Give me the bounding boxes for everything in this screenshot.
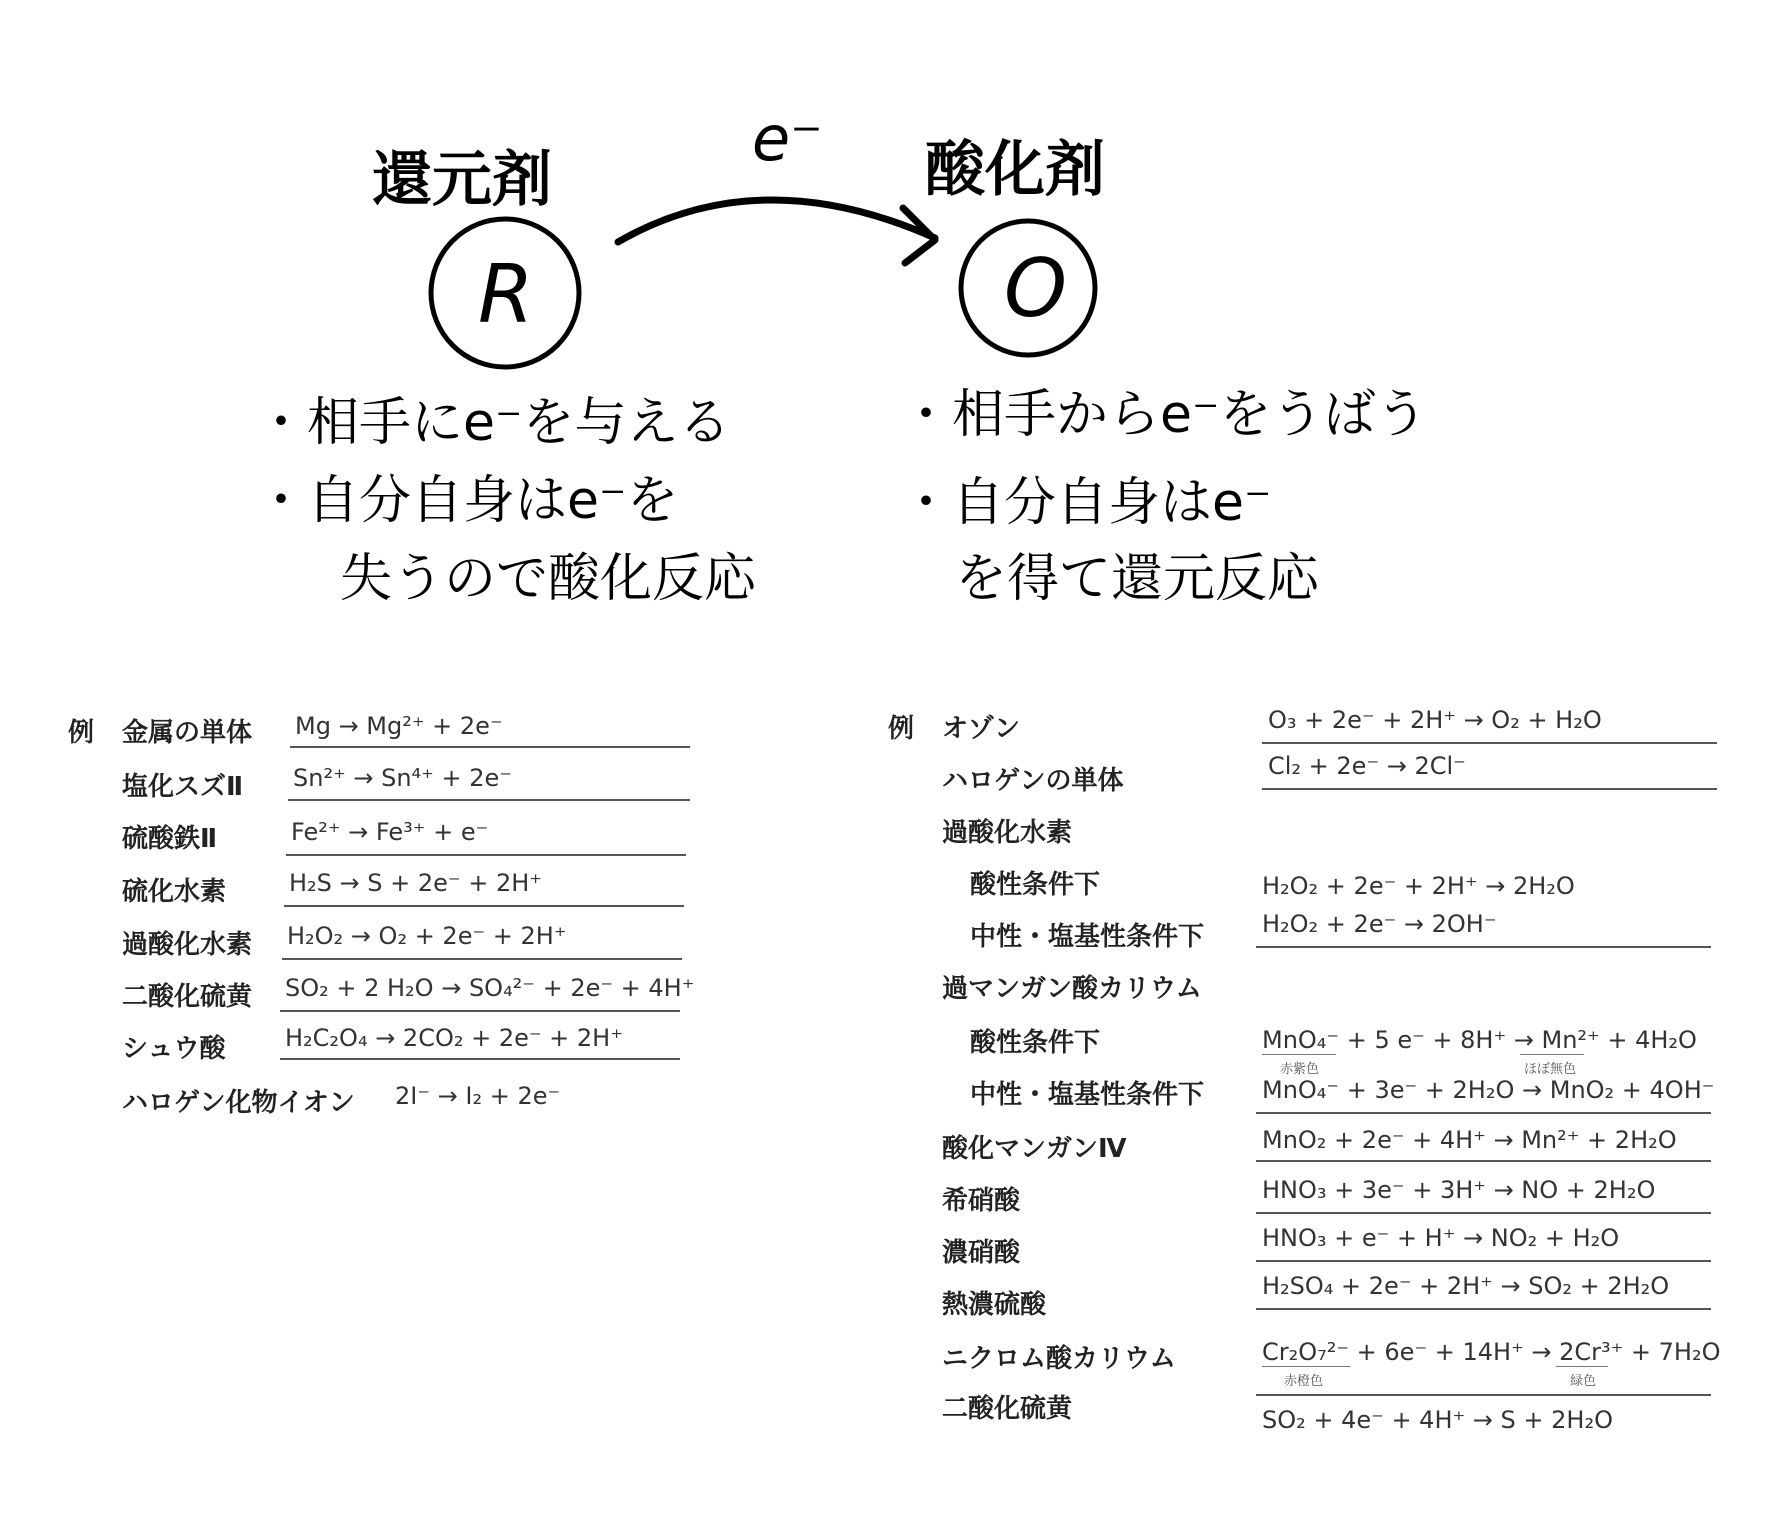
chromium-ion-underline bbox=[1556, 1366, 1608, 1367]
left-label-6: シュウ酸 bbox=[122, 1034, 226, 1064]
electron-transfer-arrow bbox=[618, 200, 935, 242]
right-eq-8: MnO₂ + 2e⁻ + 4H⁺ → Mn²⁺ + 2H₂O bbox=[1262, 1126, 1677, 1154]
right-eq-11: H₂SO₄ + 2e⁻ + 2H⁺ → SO₂ + 2H₂O bbox=[1262, 1272, 1670, 1300]
right-line-10 bbox=[1256, 1260, 1711, 1262]
left-eq-1: Sn²⁺ → Sn⁴⁺ + 2e⁻ bbox=[293, 764, 512, 792]
left-line-4 bbox=[282, 958, 682, 960]
right-label-0: オゾン bbox=[942, 714, 1021, 744]
left-eq-3: H₂S → S + 2e⁻ + 2H⁺ bbox=[289, 869, 542, 897]
left-line-5 bbox=[280, 1010, 680, 1012]
right-eq-1: Cl₂ + 2e⁻ → 2Cl⁻ bbox=[1268, 752, 1466, 780]
redox-diagram bbox=[0, 0, 1774, 680]
right-line-1 bbox=[1262, 788, 1717, 790]
right-label-6: 酸性条件下 bbox=[970, 1028, 1101, 1058]
reductant-note-3: 失うので酸化反応 bbox=[340, 549, 757, 609]
right-label-2: 過酸化水素 bbox=[942, 818, 1073, 848]
right-line-7 bbox=[1256, 1112, 1711, 1114]
left-eq-4: H₂O₂ → O₂ + 2e⁻ + 2H⁺ bbox=[287, 922, 567, 950]
right-eq-4: H₂O₂ + 2e⁻ → 2OH⁻ bbox=[1262, 910, 1497, 938]
electron-label: e⁻ bbox=[752, 102, 823, 175]
right-label-10: 濃硝酸 bbox=[942, 1238, 1021, 1268]
left-eq-2: Fe²⁺ → Fe³⁺ + e⁻ bbox=[291, 818, 489, 846]
oxidant-note-2: ・自分自身はe⁻ bbox=[900, 473, 1272, 533]
right-eq-12: Cr₂O₇²⁻ + 6e⁻ + 14H⁺ → 2Cr³⁺ + 7H₂O bbox=[1262, 1338, 1721, 1366]
manganese-ion-underline bbox=[1520, 1054, 1584, 1055]
right-eq-6: MnO₄⁻ + 5 e⁻ + 8H⁺ → Mn²⁺ + 4H₂O bbox=[1262, 1026, 1697, 1054]
left-line-2 bbox=[286, 854, 686, 856]
oxidant-note-1: ・相手からe⁻をうばう bbox=[900, 385, 1428, 445]
arrow-head bbox=[903, 208, 935, 263]
example-label-right: 例 bbox=[888, 714, 915, 744]
right-label-8: 酸化マンガンⅣ bbox=[942, 1134, 1127, 1164]
left-label-2: 硫酸鉄Ⅱ bbox=[122, 824, 218, 854]
dichromate-underline bbox=[1262, 1366, 1350, 1367]
reductant-note-1: ・相手にe⁻を与える bbox=[255, 393, 731, 453]
oxidant-symbol: O bbox=[1004, 242, 1067, 335]
right-eq-0: O₃ + 2e⁻ + 2H⁺ → O₂ + H₂O bbox=[1268, 706, 1602, 734]
right-label-13: 二酸化硫黄 bbox=[942, 1394, 1073, 1424]
right-label-11: 熱濃硫酸 bbox=[942, 1290, 1047, 1320]
left-label-1: 塩化スズⅡ bbox=[122, 772, 244, 802]
right-line-4 bbox=[1256, 946, 1711, 948]
reductant-note-2: ・自分自身はe⁻を bbox=[255, 471, 679, 531]
right-eq-10: HNO₃ + e⁻ + H⁺ → NO₂ + H₂O bbox=[1262, 1224, 1620, 1252]
right-label-4: 中性・塩基性条件下 bbox=[970, 922, 1205, 952]
left-line-6 bbox=[280, 1058, 680, 1060]
right-label-9: 希硝酸 bbox=[942, 1186, 1021, 1216]
left-eq-6: H₂C₂O₄ → 2CO₂ + 2e⁻ + 2H⁺ bbox=[285, 1024, 623, 1052]
chromium-ion-color-note: 緑色 bbox=[1570, 1374, 1597, 1389]
left-label-3: 硫化水素 bbox=[122, 877, 227, 907]
reductant-title: 還元剤 bbox=[372, 145, 552, 215]
left-label-5: 二酸化硫黄 bbox=[122, 982, 253, 1012]
oxidant-title: 酸化剤 bbox=[925, 135, 1105, 205]
right-eq-13: SO₂ + 4e⁻ + 4H⁺ → S + 2H₂O bbox=[1262, 1406, 1613, 1434]
dichromate-color-note: 赤橙色 bbox=[1284, 1374, 1324, 1389]
left-eq-5: SO₂ + 2 H₂O → SO₄²⁻ + 2e⁻ + 4H⁺ bbox=[285, 974, 695, 1002]
right-label-3: 酸性条件下 bbox=[970, 870, 1101, 900]
manganese-ion-color-note: ほぼ無色 bbox=[1524, 1062, 1577, 1077]
right-line-11 bbox=[1256, 1308, 1711, 1310]
right-label-12: ニクロム酸カリウム bbox=[942, 1344, 1176, 1374]
left-label-4: 過酸化水素 bbox=[122, 930, 253, 960]
right-line-9 bbox=[1256, 1212, 1711, 1214]
left-label-0: 金属の単体 bbox=[122, 718, 253, 748]
left-eq-0: Mg → Mg²⁺ + 2e⁻ bbox=[295, 712, 503, 740]
right-line-8 bbox=[1256, 1160, 1711, 1162]
right-line-12 bbox=[1256, 1394, 1711, 1396]
left-line-1 bbox=[288, 799, 690, 801]
left-line-3 bbox=[284, 905, 684, 907]
right-label-1: ハロゲンの単体 bbox=[942, 766, 1124, 796]
reductant-symbol: R bbox=[478, 248, 534, 341]
permanganate-underline bbox=[1262, 1054, 1336, 1055]
right-eq-7: MnO₄⁻ + 3e⁻ + 2H₂O → MnO₂ + 4OH⁻ bbox=[1262, 1076, 1715, 1104]
left-line-0 bbox=[290, 746, 690, 748]
right-eq-3: H₂O₂ + 2e⁻ + 2H⁺ → 2H₂O bbox=[1262, 872, 1575, 900]
right-line-0 bbox=[1262, 742, 1717, 744]
left-label-7: ハロゲン化物イオン bbox=[122, 1088, 355, 1118]
right-eq-9: HNO₃ + 3e⁻ + 3H⁺ → NO + 2H₂O bbox=[1262, 1176, 1656, 1204]
right-label-5: 過マンガン酸カリウム bbox=[942, 974, 1202, 1004]
oxidant-note-3: を得て還元反応 bbox=[955, 549, 1320, 609]
permanganate-color-note: 赤紫色 bbox=[1280, 1062, 1320, 1077]
left-eq-7: 2I⁻ → I₂ + 2e⁻ bbox=[395, 1082, 561, 1110]
example-label-left: 例 bbox=[68, 718, 95, 748]
right-label-7: 中性・塩基性条件下 bbox=[970, 1080, 1205, 1110]
